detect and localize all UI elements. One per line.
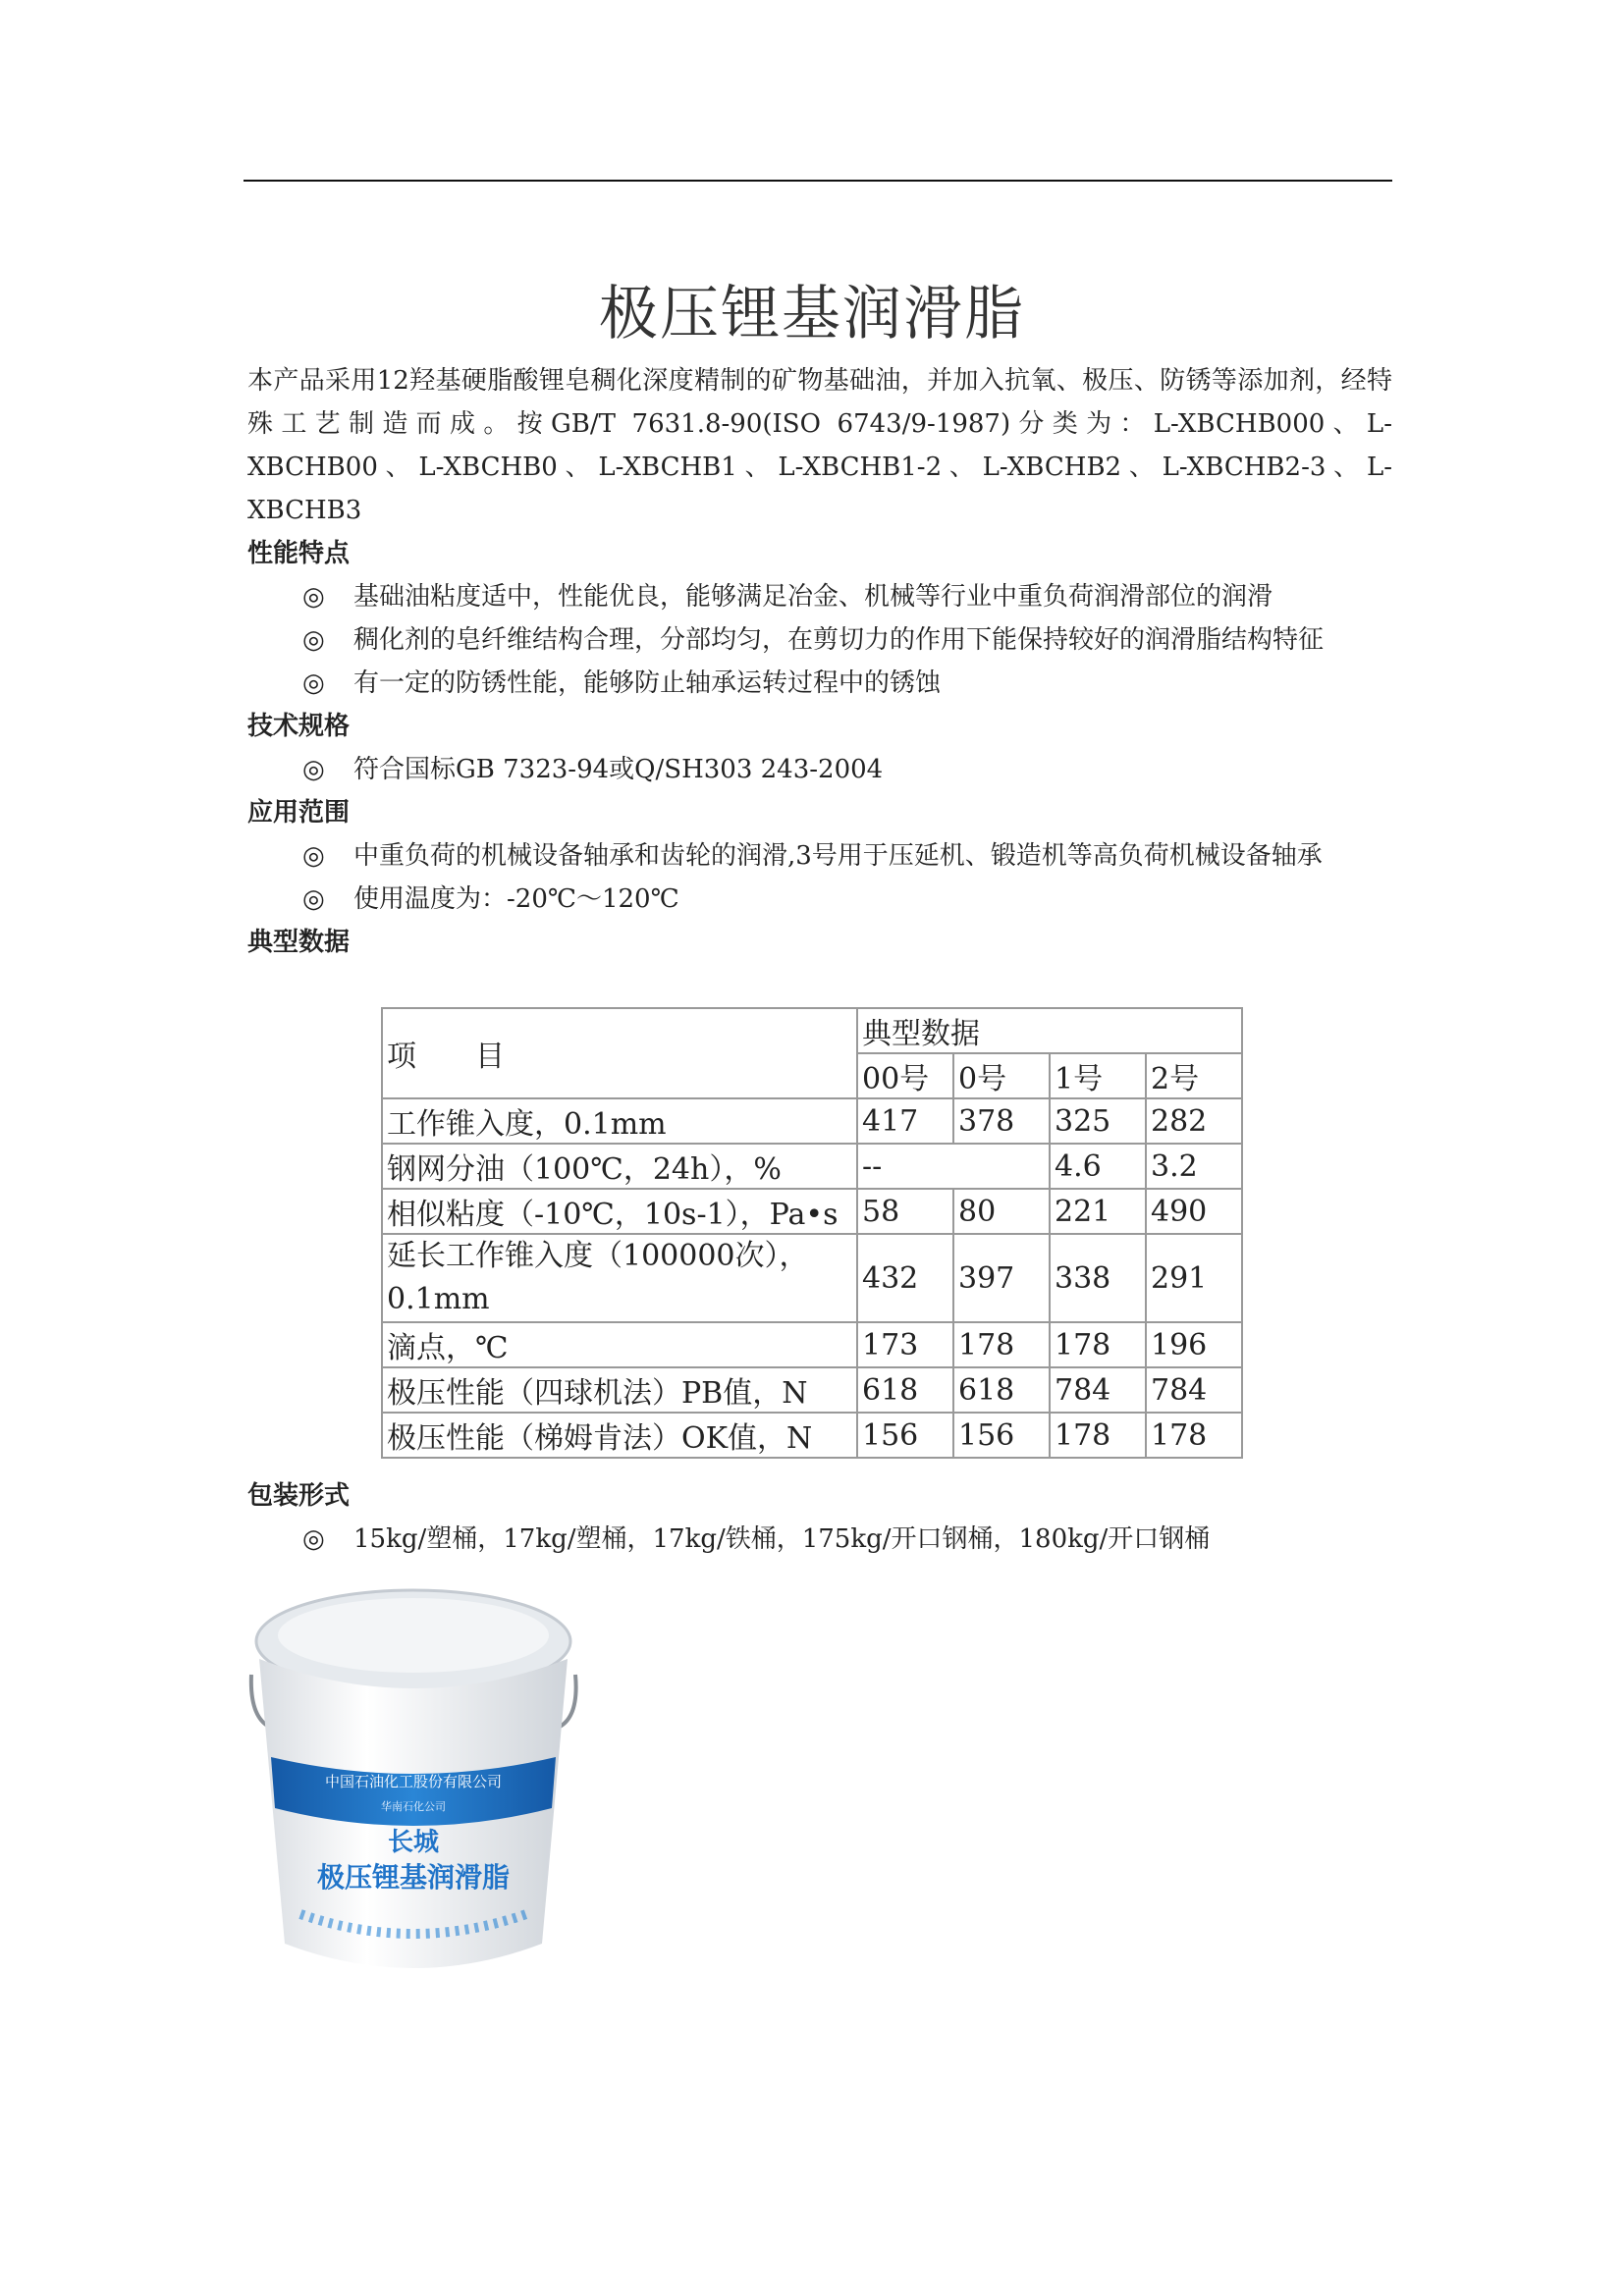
cell-value-merged: -- <box>857 1144 1050 1189</box>
spec-item: ◎ 符合国标GB 7323-94或Q/SH303 243-2004 <box>247 748 1392 791</box>
cell-value: 325 <box>1050 1098 1146 1144</box>
product-bucket-image <box>242 1580 585 1983</box>
grade-header: 0号 <box>953 1053 1050 1098</box>
bucket-sub-label: 华南石化公司 <box>381 1800 446 1813</box>
bullet-icon: ◎ <box>302 1524 325 1554</box>
grade-header: 1号 <box>1050 1053 1146 1098</box>
cell-value: 618 <box>857 1367 953 1413</box>
bullet-icon: ◎ <box>302 755 325 784</box>
bullet-icon: ◎ <box>302 841 325 871</box>
cell-value: 178 <box>1146 1413 1242 1458</box>
cell-value: 156 <box>953 1413 1050 1458</box>
table-header-row <box>382 1008 1242 1053</box>
intro-paragraph: 本产品采用12羟基硬脂酸锂皂稠化深度精制的矿物基础油，并加入抗氧、极压、防锈等添加剂，经特殊工艺制造而成。按GB/T 7631.8-90(ISO 6743/9-1987)分类为：L-XBCHB000、L-XBCHB00、L-XBCHB0、L-XBCHB1、L-XBCHB1-2、L-XBCHB2、L-XBCHB2-3、L-XBCHB3 <box>247 366 1392 525</box>
cell-value: 618 <box>953 1367 1050 1413</box>
bullet-icon: ◎ <box>302 884 325 914</box>
typical-data-table <box>381 1007 1243 1459</box>
row-name: 极压性能（四球机法）PB值，N <box>382 1367 857 1413</box>
page-title: 极压锂基润滑脂 <box>599 280 1025 348</box>
top-rule <box>244 180 1392 182</box>
table-row <box>382 1234 1242 1322</box>
cell-value: 178 <box>953 1322 1050 1367</box>
packaging-heading: 包装形式 <box>247 1481 351 1511</box>
bucket-brand: 长城 <box>387 1828 440 1857</box>
table-row <box>382 1144 1242 1189</box>
specs-heading: 技术规格 <box>247 712 351 741</box>
bullet-icon: ◎ <box>302 668 325 698</box>
table-row <box>382 1413 1242 1458</box>
cell-value: 196 <box>1146 1322 1242 1367</box>
bucket-company-label: 中国石油化工股份有限公司 <box>324 1773 503 1790</box>
cell-value: 80 <box>953 1189 1050 1234</box>
row-name: 延长工作锥入度（100000次），0.1mm <box>382 1234 857 1322</box>
row-name: 极压性能（梯姆肯法）OK值，N <box>382 1413 857 1458</box>
cell-value: 397 <box>953 1234 1050 1322</box>
grade-header: 2号 <box>1146 1053 1242 1098</box>
grade-header: 00号 <box>857 1053 953 1098</box>
cell-value: 378 <box>953 1098 1050 1144</box>
row-name: 滴点，℃ <box>382 1322 857 1367</box>
cell-value: 417 <box>857 1098 953 1144</box>
cell-value: 156 <box>857 1413 953 1458</box>
cell-value: 221 <box>1050 1189 1146 1234</box>
table-row <box>382 1367 1242 1413</box>
table-row <box>382 1322 1242 1367</box>
applications-heading: 应用范围 <box>247 798 351 828</box>
application-item: ◎ 使用温度为：-20℃～120℃ <box>247 878 1392 921</box>
cell-value: 178 <box>1050 1413 1146 1458</box>
row-name: 钢网分油（100℃，24h），% <box>382 1144 857 1189</box>
cell-value: 4.6 <box>1050 1144 1146 1189</box>
bullet-icon: ◎ <box>302 625 325 655</box>
cell-value: 282 <box>1146 1098 1242 1144</box>
header-item-cell: 项 目 <box>382 1008 857 1098</box>
cell-value: 178 <box>1050 1322 1146 1367</box>
table-row <box>382 1189 1242 1234</box>
cell-value: 784 <box>1146 1367 1242 1413</box>
bucket-product-name: 极压锂基润滑脂 <box>316 1861 511 1894</box>
cell-value: 432 <box>857 1234 953 1322</box>
row-name: 工作锥入度，0.1mm <box>382 1098 857 1144</box>
cell-value: 338 <box>1050 1234 1146 1322</box>
features-heading: 性能特点 <box>247 539 351 568</box>
packaging-section <box>247 1474 1392 1561</box>
packaging-item: ◎ 15kg/塑桶，17kg/塑桶，17kg/铁桶，175kg/开口钢桶，180kg/开口钢桶 <box>247 1518 1392 1561</box>
cell-value: 3.2 <box>1146 1144 1242 1189</box>
cell-value: 58 <box>857 1189 953 1234</box>
typical-data-heading: 典型数据 <box>247 928 351 957</box>
application-item: ◎ 中重负荷的机械设备轴承和齿轮的润滑,3号用于压延机、锻造机等高负荷机械设备轴承 <box>247 834 1392 878</box>
bullet-icon: ◎ <box>302 582 325 612</box>
table-row <box>382 1098 1242 1144</box>
feature-item: ◎ 基础油粘度适中，性能优良，能够满足冶金、机械等行业中重负荷润滑部位的润滑 <box>247 575 1392 618</box>
row-name: 相似粘度（-10℃，10s-1），Pa•s <box>382 1189 857 1234</box>
cell-value: 490 <box>1146 1189 1242 1234</box>
feature-item: ◎ 稠化剂的皂纤维结构合理，分部均匀，在剪切力的作用下能保持较好的润滑脂结构特征 <box>247 618 1392 662</box>
cell-value: 784 <box>1050 1367 1146 1413</box>
header-group-cell: 典型数据 <box>857 1008 1242 1053</box>
document-body <box>247 359 1392 964</box>
feature-item: ◎ 有一定的防锈性能，能够防止轴承运转过程中的锈蚀 <box>247 662 1392 705</box>
cell-value: 173 <box>857 1322 953 1367</box>
cell-value: 291 <box>1146 1234 1242 1322</box>
